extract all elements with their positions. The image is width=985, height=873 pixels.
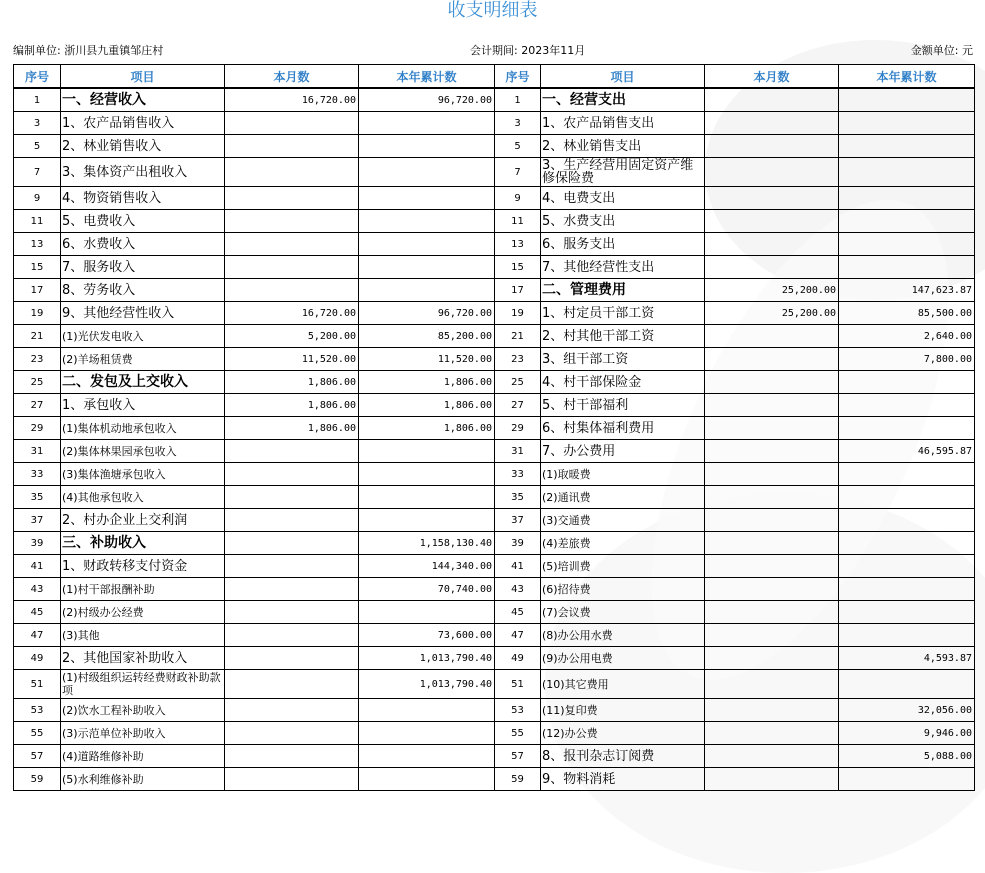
table-row (14, 768, 975, 791)
month-amount (225, 233, 359, 256)
expense-item: 1、农产品销售支出 (541, 112, 705, 135)
month-amount (225, 555, 359, 578)
ytd-amount: 147,623.87 (839, 279, 975, 302)
expense-item: (7)会议费 (541, 601, 705, 624)
col-header-ytd: 本年累计数 (359, 65, 495, 89)
month-amount (705, 325, 839, 348)
line-number: 45 (495, 601, 541, 624)
income-expense-table (13, 64, 975, 791)
ytd-amount: 11,520.00 (359, 348, 495, 371)
table-row (14, 555, 975, 578)
month-amount: 25,200.00 (705, 279, 839, 302)
month-amount (705, 187, 839, 210)
line-number: 43 (14, 578, 61, 601)
line-number: 23 (495, 348, 541, 371)
ytd-amount: 73,600.00 (359, 624, 495, 647)
line-number: 19 (14, 302, 61, 325)
line-number: 55 (495, 722, 541, 745)
ytd-amount (839, 135, 975, 158)
table-row (14, 699, 975, 722)
expense-item: (12)办公费 (541, 722, 705, 745)
col-header-item: 项目 (61, 65, 225, 89)
ytd-amount: 4,593.87 (839, 647, 975, 670)
month-amount (705, 210, 839, 233)
table-row (14, 745, 975, 768)
expense-item: 3、生产经营用固定资产维修保险费 (541, 158, 705, 187)
expense-item: 4、村干部保险金 (541, 371, 705, 394)
month-amount (705, 233, 839, 256)
month-amount (705, 532, 839, 555)
table-row (14, 135, 975, 158)
month-amount (705, 440, 839, 463)
income-item: 2、村办企业上交利润 (61, 509, 225, 532)
income-item: (3)集体渔塘承包收入 (61, 463, 225, 486)
line-number: 57 (14, 745, 61, 768)
expense-item: 6、服务支出 (541, 233, 705, 256)
table-row (14, 233, 975, 256)
income-item: (3)其他 (61, 624, 225, 647)
line-number: 13 (495, 233, 541, 256)
income-item: (2)羊场租赁费 (61, 348, 225, 371)
ytd-amount (839, 88, 975, 112)
month-amount: 1,806.00 (225, 417, 359, 440)
table-row (14, 509, 975, 532)
accounting-period: 会计期间: 2023年11月 (470, 44, 586, 57)
income-item: 5、电费收入 (61, 210, 225, 233)
month-amount (705, 417, 839, 440)
month-amount (705, 768, 839, 791)
ytd-amount (359, 509, 495, 532)
expense-item: (1)取暖费 (541, 463, 705, 486)
income-item: (3)示范单位补助收入 (61, 722, 225, 745)
expense-item: (5)培训费 (541, 555, 705, 578)
table-row (14, 440, 975, 463)
table-row (14, 371, 975, 394)
income-item: 8、劳务收入 (61, 279, 225, 302)
ytd-amount: 85,200.00 (359, 325, 495, 348)
month-amount (225, 486, 359, 509)
line-number: 21 (14, 325, 61, 348)
month-amount (705, 348, 839, 371)
line-number: 19 (495, 302, 541, 325)
income-item: (4)其他承包收入 (61, 486, 225, 509)
income-item: (2)饮水工程补助收入 (61, 699, 225, 722)
month-amount (225, 578, 359, 601)
ytd-amount (359, 440, 495, 463)
line-number: 1 (14, 88, 61, 112)
ytd-amount (359, 699, 495, 722)
ytd-amount (359, 210, 495, 233)
table-row (14, 486, 975, 509)
expense-item: 2、林业销售支出 (541, 135, 705, 158)
col-header-month: 本月数 (225, 65, 359, 89)
line-number: 15 (14, 256, 61, 279)
month-amount (225, 187, 359, 210)
line-number: 1 (495, 88, 541, 112)
table-row (14, 578, 975, 601)
month-amount (705, 745, 839, 768)
col-header-no: 序号 (495, 65, 541, 89)
month-amount (225, 624, 359, 647)
month-amount (705, 699, 839, 722)
month-amount (225, 279, 359, 302)
month-amount (705, 601, 839, 624)
table-row (14, 348, 975, 371)
line-number: 55 (14, 722, 61, 745)
line-number: 35 (14, 486, 61, 509)
month-amount (225, 722, 359, 745)
month-amount (225, 699, 359, 722)
table-row (14, 722, 975, 745)
line-number: 49 (495, 647, 541, 670)
table-header-row (14, 65, 975, 89)
income-item: (2)村级办公经费 (61, 601, 225, 624)
line-number: 53 (14, 699, 61, 722)
page-title: 收支明细表 (447, 0, 538, 21)
expense-item: (2)通讯费 (541, 486, 705, 509)
line-number: 35 (495, 486, 541, 509)
line-number: 3 (495, 112, 541, 135)
expense-item: 1、村定员干部工资 (541, 302, 705, 325)
income-item: 9、其他经营性收入 (61, 302, 225, 325)
line-number: 31 (495, 440, 541, 463)
table-row (14, 256, 975, 279)
income-item: 2、其他国家补助收入 (61, 647, 225, 670)
month-amount (225, 135, 359, 158)
ytd-amount: 1,806.00 (359, 371, 495, 394)
month-amount: 1,806.00 (225, 371, 359, 394)
month-amount: 11,520.00 (225, 348, 359, 371)
income-item: (1)村级组织运转经费财政补助款项 (61, 670, 225, 699)
line-number: 7 (495, 158, 541, 187)
month-amount (225, 745, 359, 768)
table-row (14, 187, 975, 210)
income-item: (2)集体林果园承包收入 (61, 440, 225, 463)
income-item: 1、财政转移支付资金 (61, 555, 225, 578)
month-amount (705, 463, 839, 486)
expense-item: 7、其他经营性支出 (541, 256, 705, 279)
month-amount (225, 158, 359, 187)
line-number: 51 (14, 670, 61, 699)
ytd-amount: 46,595.87 (839, 440, 975, 463)
expense-item: 5、水费支出 (541, 210, 705, 233)
ytd-amount (359, 233, 495, 256)
line-number: 53 (495, 699, 541, 722)
table-row (14, 112, 975, 135)
table-row (14, 394, 975, 417)
month-amount (705, 135, 839, 158)
ytd-amount: 96,720.00 (359, 302, 495, 325)
month-amount (225, 532, 359, 555)
expense-item: 6、村集体福利费用 (541, 417, 705, 440)
month-amount (225, 440, 359, 463)
line-number: 29 (495, 417, 541, 440)
line-number: 59 (495, 768, 541, 791)
line-number: 57 (495, 745, 541, 768)
month-amount (705, 112, 839, 135)
month-amount (705, 624, 839, 647)
ytd-amount: 5,088.00 (839, 745, 975, 768)
line-number: 5 (14, 135, 61, 158)
ytd-amount (839, 233, 975, 256)
income-item: 2、林业销售收入 (61, 135, 225, 158)
income-item: (1)集体机动地承包收入 (61, 417, 225, 440)
col-header-month: 本月数 (705, 65, 839, 89)
expense-item: (4)差旅费 (541, 532, 705, 555)
ytd-amount (839, 158, 975, 187)
line-number: 25 (14, 371, 61, 394)
table-row (14, 325, 975, 348)
ytd-amount (839, 394, 975, 417)
month-amount (705, 486, 839, 509)
table-row (14, 302, 975, 325)
table-row (14, 624, 975, 647)
table-row (14, 88, 975, 112)
line-number: 11 (495, 210, 541, 233)
line-number: 47 (495, 624, 541, 647)
income-item: 6、水费收入 (61, 233, 225, 256)
month-amount (705, 722, 839, 745)
table-row (14, 670, 975, 699)
ytd-amount (839, 210, 975, 233)
line-number: 51 (495, 670, 541, 699)
ytd-amount (359, 187, 495, 210)
expense-item: (10)其它费用 (541, 670, 705, 699)
month-amount: 1,806.00 (225, 394, 359, 417)
month-amount (705, 158, 839, 187)
month-amount (705, 88, 839, 112)
ytd-amount: 96,720.00 (359, 88, 495, 112)
ytd-amount (839, 555, 975, 578)
month-amount (225, 210, 359, 233)
income-item: (4)道路维修补助 (61, 745, 225, 768)
income-item: 4、物资销售收入 (61, 187, 225, 210)
ytd-amount: 7,800.00 (839, 348, 975, 371)
income-item: 二、发包及上交收入 (61, 371, 225, 394)
ytd-amount (839, 624, 975, 647)
line-number: 33 (14, 463, 61, 486)
ytd-amount: 1,806.00 (359, 394, 495, 417)
line-number: 39 (495, 532, 541, 555)
line-number: 25 (495, 371, 541, 394)
income-item: 1、承包收入 (61, 394, 225, 417)
ytd-amount (839, 187, 975, 210)
expense-item: 3、组干部工资 (541, 348, 705, 371)
line-number: 27 (14, 394, 61, 417)
income-item: 一、经营收入 (61, 88, 225, 112)
ytd-amount (839, 532, 975, 555)
ytd-amount (359, 601, 495, 624)
expense-item: 4、电费支出 (541, 187, 705, 210)
expense-item: 7、办公费用 (541, 440, 705, 463)
month-amount (225, 768, 359, 791)
month-amount (705, 371, 839, 394)
month-amount (705, 578, 839, 601)
expense-item: 5、村干部福利 (541, 394, 705, 417)
table-row (14, 158, 975, 187)
table-row (14, 532, 975, 555)
month-amount: 16,720.00 (225, 302, 359, 325)
line-number: 7 (14, 158, 61, 187)
month-amount: 25,200.00 (705, 302, 839, 325)
ytd-amount (359, 768, 495, 791)
line-number: 23 (14, 348, 61, 371)
line-number: 43 (495, 578, 541, 601)
currency-unit: 金额单位: 元 (910, 44, 973, 57)
line-number: 21 (495, 325, 541, 348)
ytd-amount: 144,340.00 (359, 555, 495, 578)
expense-item: 一、经营支出 (541, 88, 705, 112)
month-amount (225, 670, 359, 699)
table-row (14, 279, 975, 302)
expense-item: (8)办公用水费 (541, 624, 705, 647)
ytd-amount (359, 745, 495, 768)
line-number: 15 (495, 256, 541, 279)
month-amount (225, 256, 359, 279)
table-row (14, 417, 975, 440)
ytd-amount (839, 256, 975, 279)
line-number: 17 (495, 279, 541, 302)
line-number: 39 (14, 532, 61, 555)
ytd-amount (839, 486, 975, 509)
line-number: 3 (14, 112, 61, 135)
income-item: (5)水利维修补助 (61, 768, 225, 791)
table-row (14, 647, 975, 670)
month-amount (705, 647, 839, 670)
ytd-amount (839, 417, 975, 440)
expense-item: 8、报刊杂志订阅费 (541, 745, 705, 768)
month-amount (225, 463, 359, 486)
month-amount (225, 601, 359, 624)
ytd-amount: 85,500.00 (839, 302, 975, 325)
line-number: 49 (14, 647, 61, 670)
ytd-amount (839, 509, 975, 532)
month-amount: 5,200.00 (225, 325, 359, 348)
ytd-amount: 1,013,790.40 (359, 670, 495, 699)
table-body (14, 88, 975, 791)
line-number: 11 (14, 210, 61, 233)
ytd-amount: 1,806.00 (359, 417, 495, 440)
income-item: (1)光伏发电收入 (61, 325, 225, 348)
col-header-no: 序号 (14, 65, 61, 89)
line-number: 41 (495, 555, 541, 578)
col-header-ytd: 本年累计数 (839, 65, 975, 89)
month-amount (225, 112, 359, 135)
ytd-amount: 2,640.00 (839, 325, 975, 348)
month-amount (705, 394, 839, 417)
ytd-amount: 1,158,130.40 (359, 532, 495, 555)
ytd-amount (359, 135, 495, 158)
col-header-item: 项目 (541, 65, 705, 89)
line-number: 47 (14, 624, 61, 647)
ytd-amount: 9,946.00 (839, 722, 975, 745)
ytd-amount (839, 601, 975, 624)
ytd-amount (359, 486, 495, 509)
expense-item: 2、村其他干部工资 (541, 325, 705, 348)
ytd-amount: 1,013,790.40 (359, 647, 495, 670)
line-number: 29 (14, 417, 61, 440)
income-item: (1)村干部报酬补助 (61, 578, 225, 601)
month-amount (705, 555, 839, 578)
month-amount (705, 670, 839, 699)
expense-item: 二、管理费用 (541, 279, 705, 302)
ytd-amount (839, 578, 975, 601)
line-number: 5 (495, 135, 541, 158)
line-number: 41 (14, 555, 61, 578)
line-number: 37 (495, 509, 541, 532)
compiling-unit: 编制单位: 浙川县九重镇邹庄村 (13, 44, 164, 57)
income-item: 3、集体资产出租收入 (61, 158, 225, 187)
expense-item: (3)交通费 (541, 509, 705, 532)
line-number: 13 (14, 233, 61, 256)
ytd-amount (839, 371, 975, 394)
month-amount (225, 509, 359, 532)
line-number: 45 (14, 601, 61, 624)
month-amount (705, 509, 839, 532)
ytd-amount (839, 768, 975, 791)
ytd-amount (359, 722, 495, 745)
month-amount: 16,720.00 (225, 88, 359, 112)
table-row (14, 463, 975, 486)
line-number: 31 (14, 440, 61, 463)
line-number: 27 (495, 394, 541, 417)
month-amount (705, 256, 839, 279)
line-number: 59 (14, 768, 61, 791)
line-number: 9 (495, 187, 541, 210)
expense-item: (11)复印费 (541, 699, 705, 722)
month-amount (225, 647, 359, 670)
line-number: 9 (14, 187, 61, 210)
ytd-amount (359, 279, 495, 302)
income-item: 1、农产品销售收入 (61, 112, 225, 135)
table-row (14, 601, 975, 624)
income-item: 三、补助收入 (61, 532, 225, 555)
ytd-amount (839, 670, 975, 699)
ytd-amount: 32,056.00 (839, 699, 975, 722)
ytd-amount (839, 112, 975, 135)
ytd-amount: 70,740.00 (359, 578, 495, 601)
income-item: 7、服务收入 (61, 256, 225, 279)
ytd-amount (359, 158, 495, 187)
ytd-amount (839, 463, 975, 486)
ytd-amount (359, 112, 495, 135)
ytd-amount (359, 463, 495, 486)
expense-item: (6)招待费 (541, 578, 705, 601)
expense-item: (9)办公用电费 (541, 647, 705, 670)
line-number: 37 (14, 509, 61, 532)
table-row (14, 210, 975, 233)
line-number: 17 (14, 279, 61, 302)
line-number: 33 (495, 463, 541, 486)
ytd-amount (359, 256, 495, 279)
expense-item: 9、物料消耗 (541, 768, 705, 791)
